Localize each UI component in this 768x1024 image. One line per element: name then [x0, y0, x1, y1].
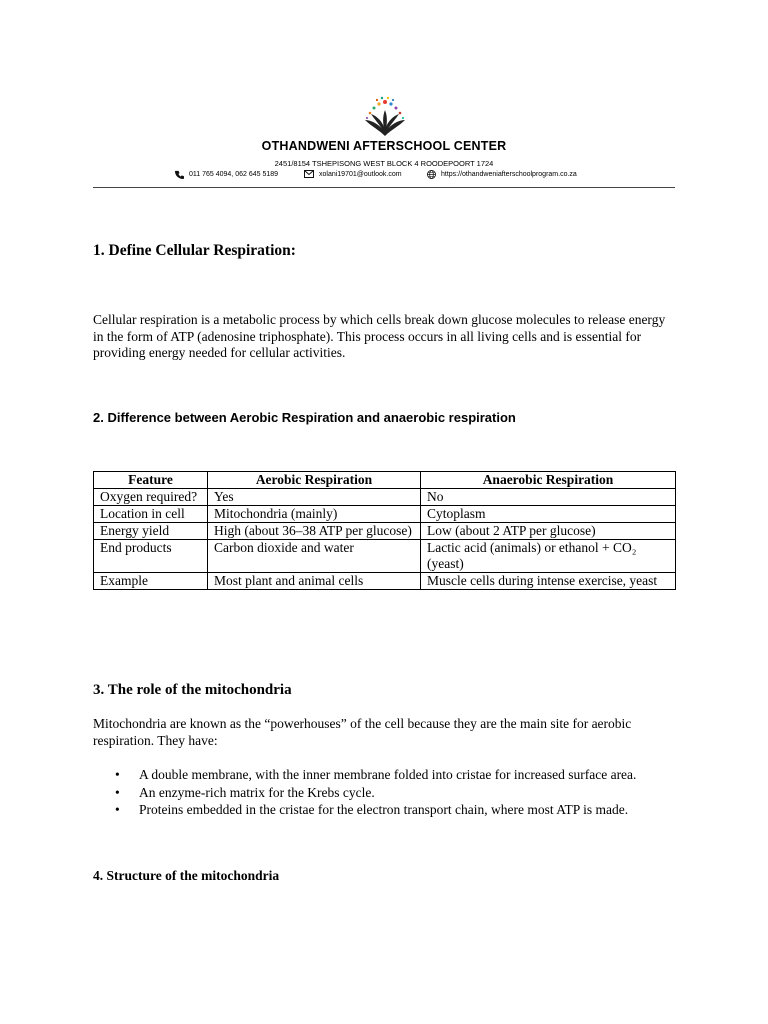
table-cell: Location in cell	[94, 506, 208, 523]
section4-heading: 4. Structure of the mitochondria	[93, 868, 280, 883]
list-item-text: An enzyme-rich matrix for the Krebs cycle.	[139, 784, 375, 800]
section2-heading: 2. Difference between Aerobic Respiration and anaerobic respiration	[93, 410, 516, 425]
website-link[interactable]: https://othandweniafterschoolprogram.co.za	[441, 171, 577, 178]
letterhead	[93, 92, 675, 188]
table-header-row	[94, 472, 676, 489]
table-cell: Mitochondria (mainly)	[208, 506, 421, 523]
mitochondria-features-list	[93, 767, 673, 820]
bullet-icon: •	[115, 802, 120, 817]
phone-contact	[175, 170, 278, 179]
section3-paragraph: Mitochondria are known as the “powerhouses” of the cell because they are the main site for aerobic respiration. They have:	[93, 716, 632, 748]
list-item-text: A double membrane, with the inner membrane folded into cristae for increased surface area.	[139, 767, 637, 782]
table-cell: Yes	[208, 489, 421, 506]
table-cell: No	[421, 489, 676, 506]
email-contact	[304, 170, 402, 178]
comparison-table	[93, 471, 676, 590]
phone-icon	[175, 170, 184, 179]
table-cell: Oxygen required?	[94, 489, 208, 506]
table-cell: High (about 36–38 ATP per glucose)	[208, 523, 421, 540]
table-cell: Most plant and animal cells	[208, 573, 421, 590]
phone-text: 011 765 4094, 062 645 5189	[189, 171, 279, 178]
globe-icon	[427, 170, 436, 179]
table-row	[94, 489, 676, 506]
list-item	[93, 802, 673, 819]
table-cell: Cytoplasm	[421, 506, 676, 523]
section1-heading: 1. Define Cellular Respiration:	[93, 242, 296, 259]
table-header-cell: Anaerobic Respiration	[421, 472, 676, 489]
list-item	[93, 785, 673, 802]
email-link[interactable]: xolani19701@outlook.com	[319, 170, 402, 178]
table-cell: Muscle cells during intense exercise, yeast	[421, 573, 676, 590]
section1-paragraph: Cellular respiration is a metabolic process by which cells break down glucose molecules to release energy in the form of ATP (adenosine triphosphate). This process occurs in all living cells and is essential for providing energy needed for cellular activities.	[93, 312, 666, 360]
org-address: 2451/8154 TSHEPISONG WEST BLOCK 4 ROODEPOORT 1724	[274, 159, 494, 168]
table-row	[94, 523, 676, 540]
table-cell: Energy yield	[94, 523, 208, 540]
table-header-cell: Aerobic Respiration	[208, 472, 421, 489]
table-row	[94, 540, 676, 573]
bullet-icon: •	[115, 784, 120, 800]
table-cell: End products	[94, 540, 208, 573]
table-row	[94, 573, 676, 590]
list-item	[93, 767, 673, 784]
table-cell: Example	[94, 573, 208, 590]
org-name: OTHANDWENI AFTERSCHOOL CENTER	[261, 139, 507, 153]
table-row	[94, 506, 676, 523]
table-header-cell: Feature	[94, 472, 208, 489]
email-icon	[304, 170, 314, 178]
bullet-icon: •	[115, 767, 120, 782]
list-item-text: Proteins embedded in the cristae for the electron transport chain, where most ATP is made.	[139, 802, 629, 817]
table-cell: Lactic acid (animals) or ethanol + CO₂ (yeast)	[421, 540, 676, 573]
logo-icon	[359, 94, 411, 138]
table-cell: Carbon dioxide and water	[208, 540, 421, 573]
website-contact	[427, 170, 577, 179]
section3-heading: 3. The role of the mitochondria	[93, 682, 292, 698]
table-cell: Low (about 2 ATP per glucose)	[421, 523, 676, 540]
